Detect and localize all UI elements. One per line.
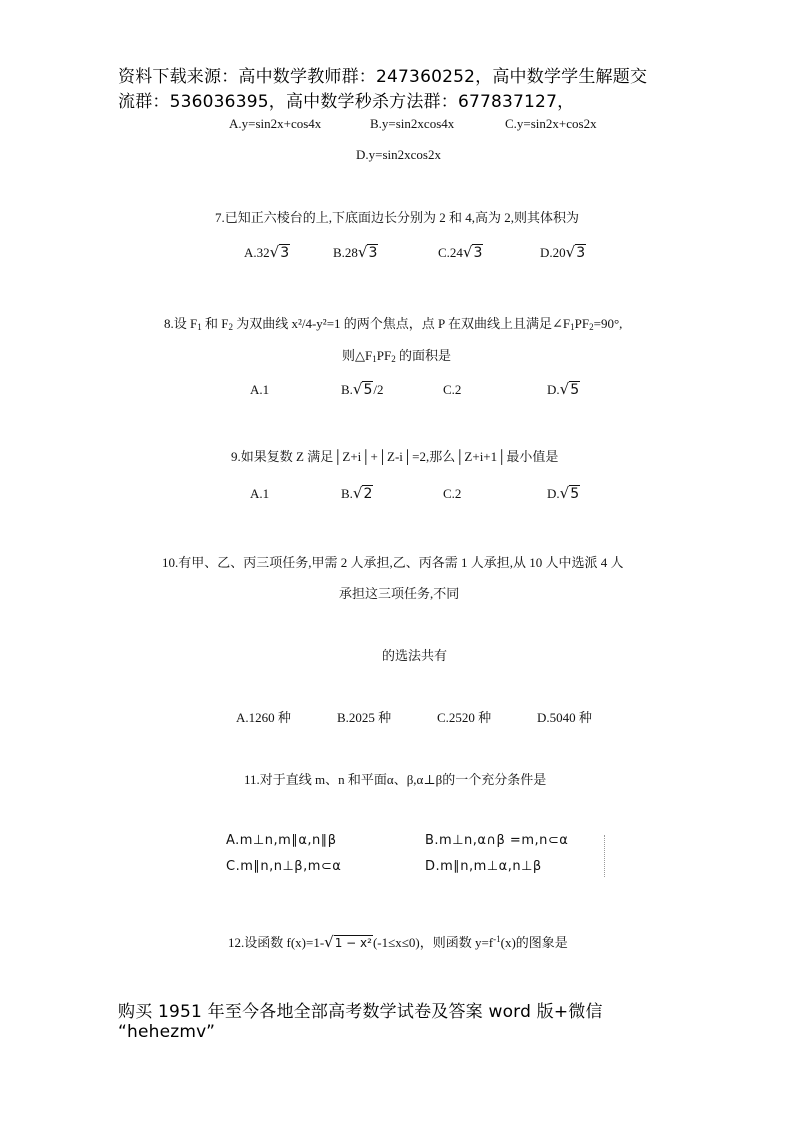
q6-option-b: B.y=sin2xcos4x xyxy=(370,116,455,131)
q7-option-a: A.32√3 xyxy=(244,243,290,261)
footer-line-2: “hehezmv” xyxy=(118,1022,216,1042)
q12-stem: 12.设函数 f(x)=1-√1 − x²(-1≤x≤0)，则函数 $y=f^{-1}(x)$的图象是 xyxy=(228,933,568,951)
q9-option-c: C.2 xyxy=(443,486,462,501)
q10-stem-line-2: 承担这三项任务,不同 xyxy=(339,586,460,601)
q9-stem: 9.如果复数 Z 满足│Z+i│+│Z-i│=2,那么│Z+i+1│最小值是 xyxy=(231,449,559,464)
q7-option-d: D.20√3 xyxy=(540,243,586,261)
q7-option-b: B.28√3 xyxy=(333,243,378,261)
q11-crop-edge xyxy=(604,835,607,877)
q6-option-d: D.y=sin2xcos2x xyxy=(356,147,441,162)
q11-option-a: A.m⊥n,m∥α,n∥β xyxy=(226,833,337,848)
header-line-2: 流群：536036395，高中数学秒杀方法群：677837127， xyxy=(118,92,575,112)
q10-option-a: A.1260 种 xyxy=(236,710,291,725)
q8-option-a: A.1 xyxy=(250,382,270,397)
q11-stem: 11.对于直线 m、n 和平面α、β,α⊥β的一个充分条件是 xyxy=(244,772,547,787)
q11-option-c: C.m∥n,n⊥β,m⊂α xyxy=(226,859,342,874)
q9-option-a: A.1 xyxy=(250,486,270,501)
q8-option-b: B.√5/2 xyxy=(341,380,384,398)
q10-stem-line-3: 的选法共有 xyxy=(382,648,448,663)
q8-stem-line-2: 则$\triangle F_1PF_2$ 的面积是 xyxy=(342,348,451,364)
q10-option-c: C.2520 种 xyxy=(437,710,492,725)
q8-option-d: D.√5 xyxy=(547,380,580,398)
q8-option-c: C.2 xyxy=(443,382,462,397)
q6-option-c: C.y=sin2x+cos2x xyxy=(505,116,597,131)
footer-line-1: 购买 1951 年至今各地全部高考数学试卷及答案 word 版+微信 xyxy=(118,1002,603,1022)
q10-option-d: D.5040 种 xyxy=(537,710,592,725)
q11-option-b: B.m⊥n,α∩β =m,n⊂α xyxy=(425,833,569,848)
q7-stem: 7.已知正六棱台的上,下底面边长分别为 2 和 4,高为 2,则其体积为 xyxy=(214,210,579,225)
q11-option-d: D.m∥n,m⊥α,n⊥β xyxy=(425,859,542,874)
q8-stem: 8.设 $F_1$ 和 $F_2$ 为双曲线 x²/4-y²=1 的两个焦点，点 P 在双曲线上且满足$\angle F_1PF_2=90^\circ$, xyxy=(164,316,623,332)
q9-option-d: D.√5 xyxy=(547,484,580,502)
q9-option-b: B.√2 xyxy=(341,484,373,502)
q7-option-c: C.24√3 xyxy=(438,243,483,261)
q10-stem-line-1: 10.有甲、乙、丙三项任务,甲需 2 人承担,乙、丙各需 1 人承担,从 10 人中选派 4 人 xyxy=(162,555,624,570)
header-line-1: 资料下载来源：高中数学教师群：247360252，高中数学学生解题交 xyxy=(118,67,648,87)
q10-option-b: B.2025 种 xyxy=(337,710,392,725)
q6-option-a: A.y=sin2x+cos4x xyxy=(229,116,322,131)
